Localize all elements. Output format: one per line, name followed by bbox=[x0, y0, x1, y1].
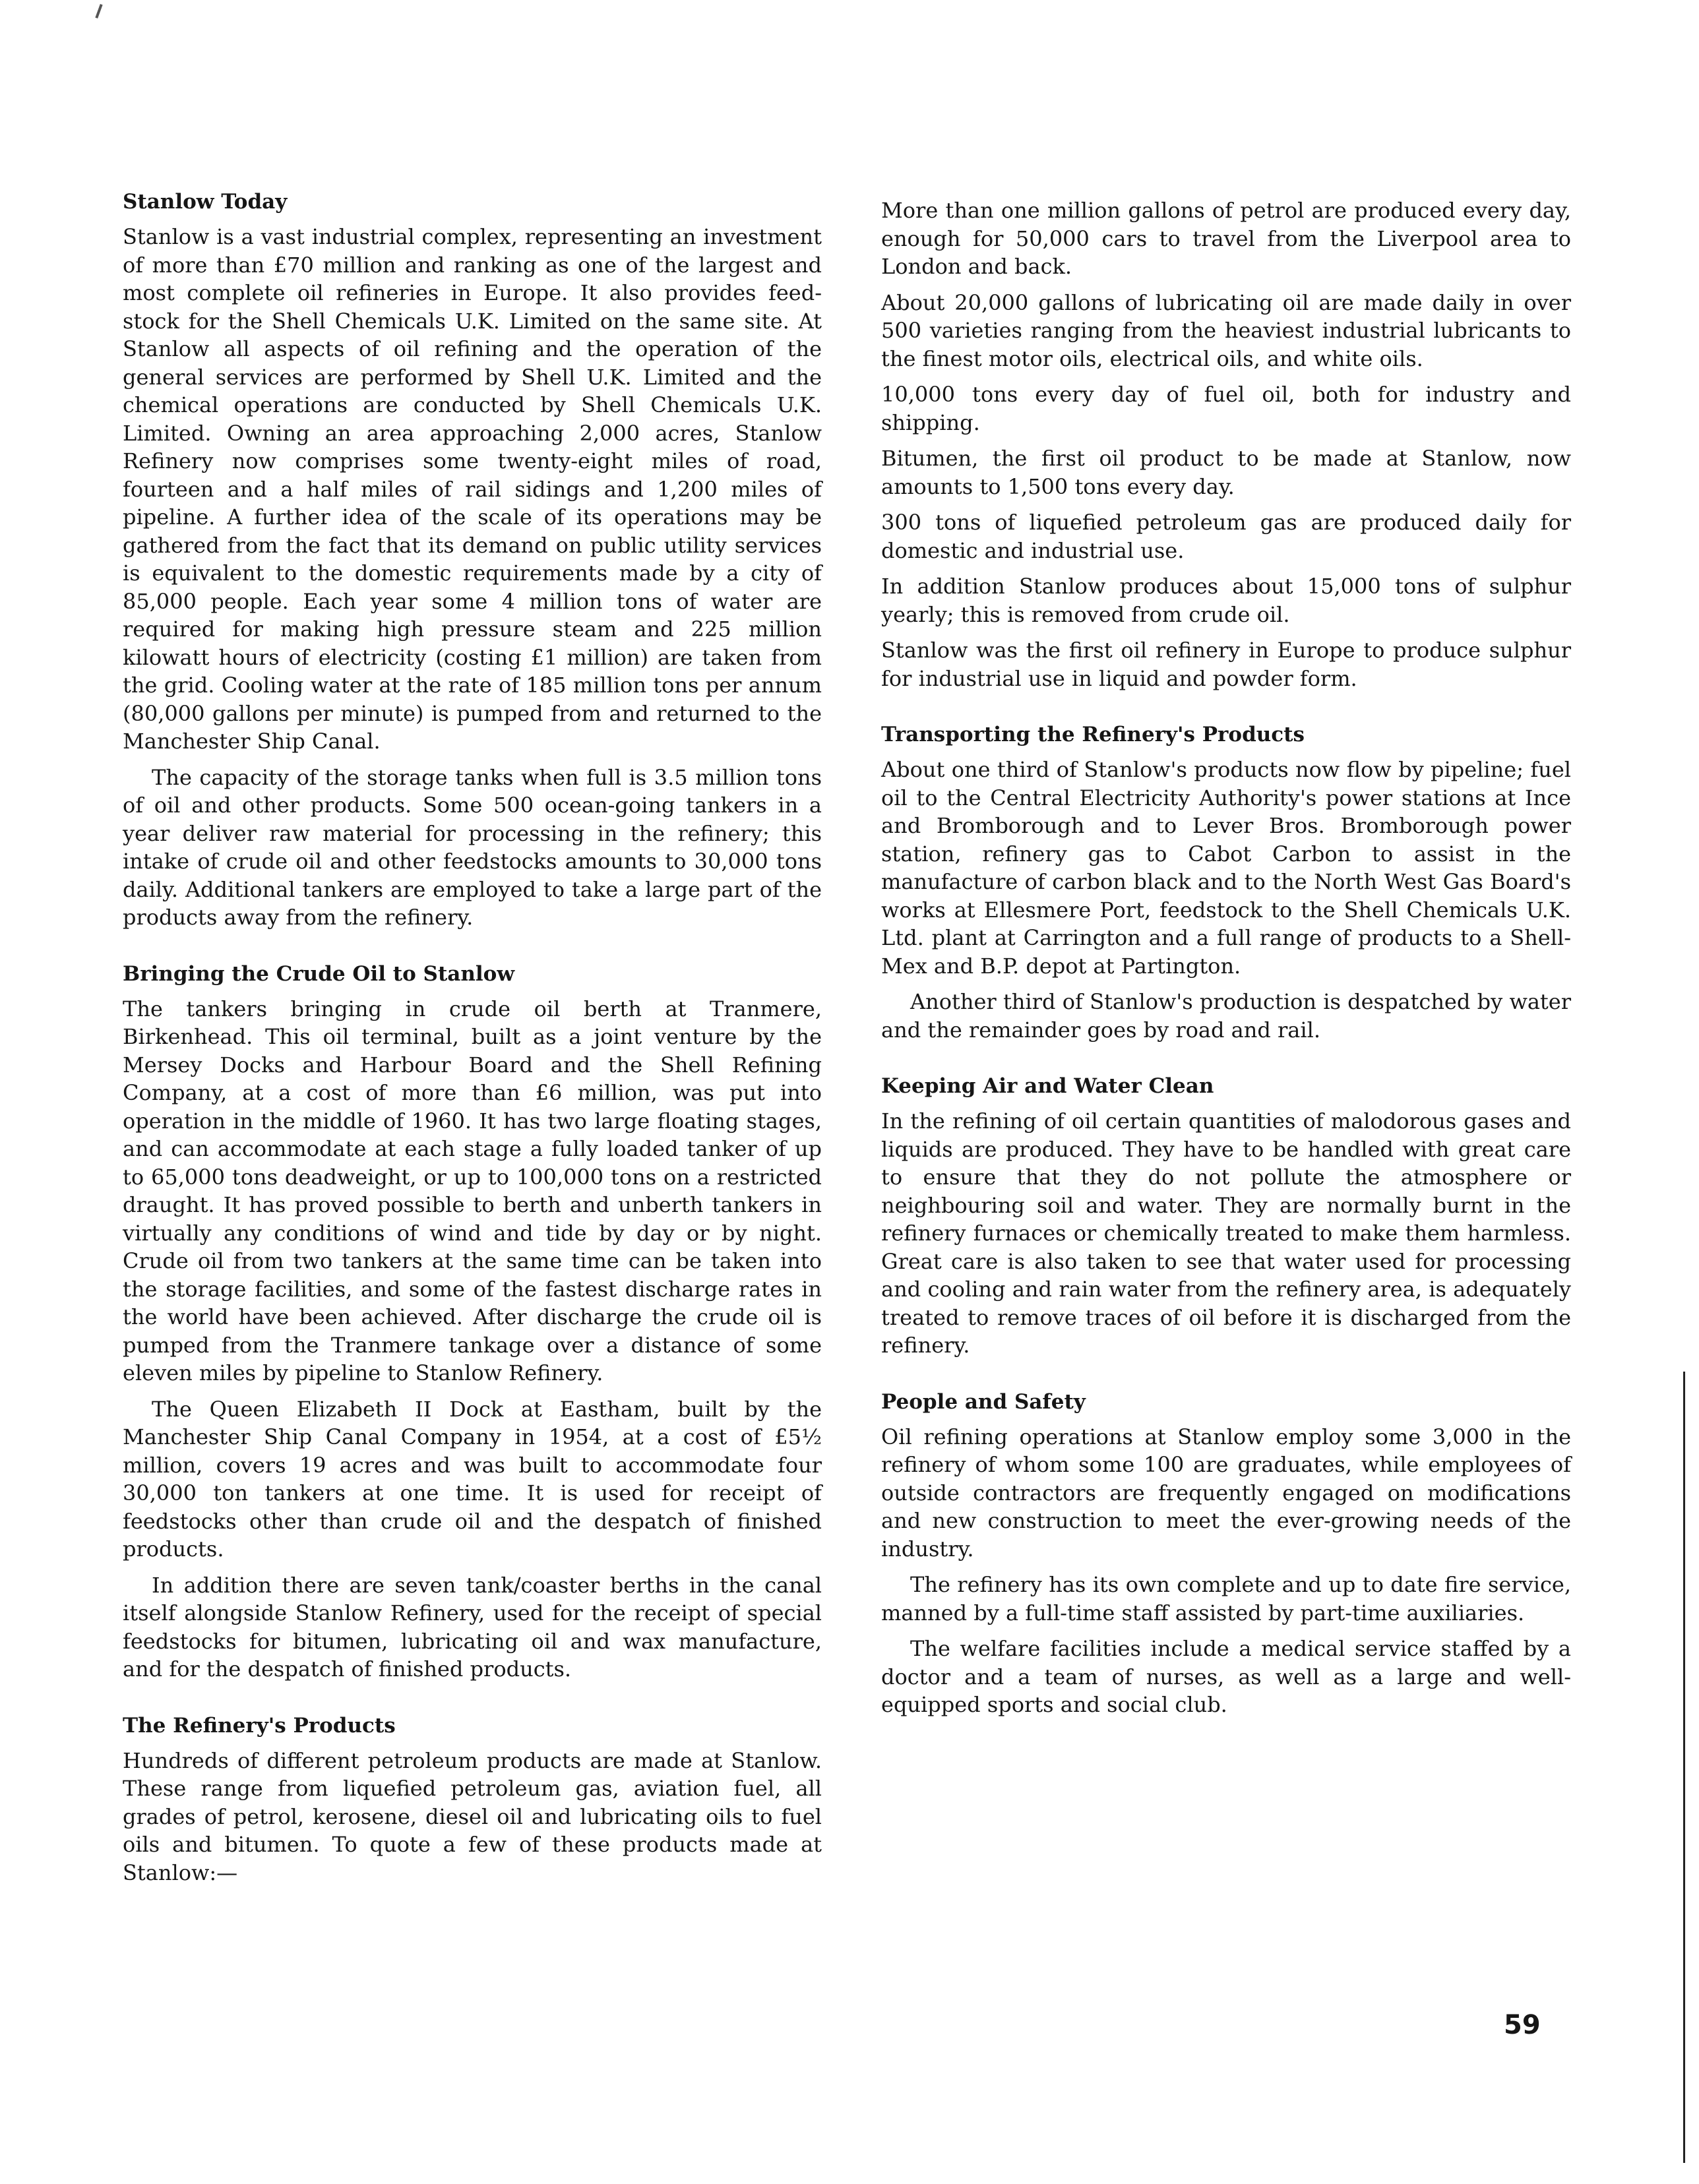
paragraph: About 20,000 gallons of lubricating oil are made daily in over 500 varieties ranging from the heaviest industrial lubricants to the finest motor oils, electrical oils, and white oils. bbox=[881, 289, 1571, 371]
section-people-safety bbox=[881, 1387, 1571, 1719]
section-products-list bbox=[881, 197, 1571, 692]
section-air-water bbox=[881, 1072, 1571, 1360]
paragraph: Bitumen, the first oil product to be made at Stanlow, now amounts to 1,500 tons every day. bbox=[881, 446, 1571, 499]
paragraph: Oil refining operations at Stanlow employ some 3,000 in the refinery of whom some 100 are graduates, while employees of outside contractors are frequently engaged on modifications and new construction to meet the ever-growing needs of the industry. bbox=[881, 1424, 1571, 1562]
section-heading: The Refinery's Products bbox=[123, 1713, 396, 1738]
scan-mark-edge bbox=[1683, 1372, 1685, 2163]
section-heading: Transporting the Refinery's Products bbox=[881, 723, 1305, 746]
scan-mark-top bbox=[95, 4, 102, 18]
paragraph: Another third of Stanlow's production is despatched by water and the remainder goes by road and rail. bbox=[881, 989, 1571, 1043]
paragraph: 300 tons of liquefied petroleum gas are produced daily for domestic and industrial use. bbox=[881, 510, 1571, 563]
paragraph: The tankers bringing in crude oil berth at Tranmere, Birkenhead. This oil terminal, built as a joint venture by the Mersey Docks and Harbour Board and the Shell Refining Company, at a cost of more than £6 million, was put into operation in the middle of 1960. It has two large floating stages, and can accommodate at each stage a fully loaded tanker of up to 65,000 tons deadweight, or up to 100,000 tons on a restricted draught. It has proved possible to berth and unberth tankers in virtually any conditions of wind and tide by day or by night. Crude oil from two tankers at the same time can be taken into the storage facilities, and some of the fastest discharge rates in the world have been achieved. After discharge the crude oil is pumped from the Tranmere tankage over a distance of some eleven miles by pipeline to Stanlow Refinery. bbox=[123, 996, 822, 1385]
paragraph: More than one million gallons of petrol are produced every day, enough for 50,000 cars to travel from the Liverpool area to London and back. bbox=[881, 198, 1571, 279]
paragraph: Hundreds of different petroleum products are made at Stanlow. These range from liquefied petroleum gas, aviation fuel, all grades of petrol, kerosene, diesel oil and lubricating oils to fuel oils and bitumen. To quote a few of these products made at Stanlow:— bbox=[123, 1747, 822, 1885]
section-refinery-products bbox=[123, 1711, 822, 1887]
paragraph: The Queen Elizabeth II Dock at Eastham, built by the Manchester Ship Canal Company in 1954, at a cost of £5½ million, covers 19 acres and was built to accommodate four 30,000 ton tankers at one time. It is used for receipt of feedstocks other than crude oil and the despatch of finished products. bbox=[123, 1396, 822, 1562]
section-heading: People and Safety bbox=[881, 1389, 1086, 1414]
paragraph: In addition there are seven tank/coaster berths in the canal itself alongside Stanlow Refinery, used for the receipt of special feedstocks for bitumen, lubricating oil and wax manufacture, and for the despatch of finished products. bbox=[123, 1572, 822, 1682]
paragraph: The refinery has its own complete and up to date fire service, manned by a full-time staff assisted by part-time auxiliaries. bbox=[881, 1572, 1571, 1625]
paragraph: 10,000 tons every day of fuel oil, both for industry and shipping. bbox=[881, 382, 1571, 435]
page-number: 59 bbox=[1504, 2010, 1541, 2040]
section-heading: Stanlow Today bbox=[123, 190, 288, 214]
paragraph: In addition Stanlow produces about 15,000 tons of sulphur yearly; this is removed from crude oil. bbox=[881, 574, 1571, 627]
section-bringing-crude-oil bbox=[123, 959, 822, 1684]
paragraph: The capacity of the storage tanks when full is 3.5 million tons of oil and other products. Some 500 ocean-going tankers in a year deliver raw material for processing in the refinery; this intake of crude oil and other feedstocks amounts to 30,000 tons daily. Additional tankers are employed to take a large part of the products away from the refinery. bbox=[123, 764, 822, 930]
paragraph: The welfare facilities include a medical service staffed by a doctor and a team of nurses, as well as a large and well-equipped sports and social club. bbox=[881, 1636, 1571, 1717]
paragraph: Stanlow is a vast industrial complex, representing an investment of more than £70 million and ranking as one of the largest and most complete oil refineries in Europe. It also provides feed-stock for the Shell Chemicals U.K. Limited on the same site. At Stanlow all aspects of oil refining and the operation of the general services are performed by Shell U.K. Limited and the chemical operations are conducted by Shell Chemicals U.K. Limited. Owning an area approaching 2,000 acres, Stanlow Refinery now comprises some twenty-eight miles of road, fourteen and a half miles of rail sidings and 1,200 miles of pipeline. A further idea of the scale of its operations may be gathered from the fact that its demand on public utility services is equivalent to the domestic requirements made by a city of 85,000 people. Each year some 4 million tons of water are required for making high pressure steam and 225 million kilowatt hours of electricity (costing £1 million) are taken from the grid. Cooling water at the rate of 185 million tons per annum (80,000 gallons per minute) is pumped from and returned to the Manchester Ship Canal. bbox=[123, 224, 822, 754]
right-column bbox=[881, 197, 1571, 1727]
section-transporting bbox=[881, 720, 1571, 1044]
section-stanlow-today bbox=[123, 187, 822, 932]
paragraph: About one third of Stanlow's products now flow by pipeline; fuel oil to the Central Electricity Authority's power stations at Ince and Bromborough and to Lever Bros. Bromborough power station, refinery gas to Cabot Carbon to assist in the manufacture of carbon black and to the North West Gas Board's works at Ellesmere Port, feedstock to the Shell Chemicals U.K. Ltd. plant at Carrington and a full range of products to a Shell-Mex and B.P. depot at Partington. bbox=[881, 757, 1571, 979]
paragraph: Stanlow was the first oil refinery in Europe to produce sulphur for industrial use in liquid and powder form. bbox=[881, 638, 1571, 691]
section-heading: Keeping Air and Water Clean bbox=[881, 1074, 1214, 1098]
section-heading: Bringing the Crude Oil to Stanlow bbox=[123, 961, 515, 986]
paragraph: In the refining of oil certain quantities of malodorous gases and liquids are produced. They have to be handled with great care to ensure that they do not pollute the atmosphere or neighbouring soil and water. They are normally burnt in the refinery furnaces or chemically treated to make them harmless. Great care is also taken to see that water used for processing and cooling and rain water from the refinery area, is adequately treated to remove traces of oil before it is discharged from the refinery. bbox=[881, 1108, 1571, 1358]
left-column bbox=[123, 187, 822, 1895]
